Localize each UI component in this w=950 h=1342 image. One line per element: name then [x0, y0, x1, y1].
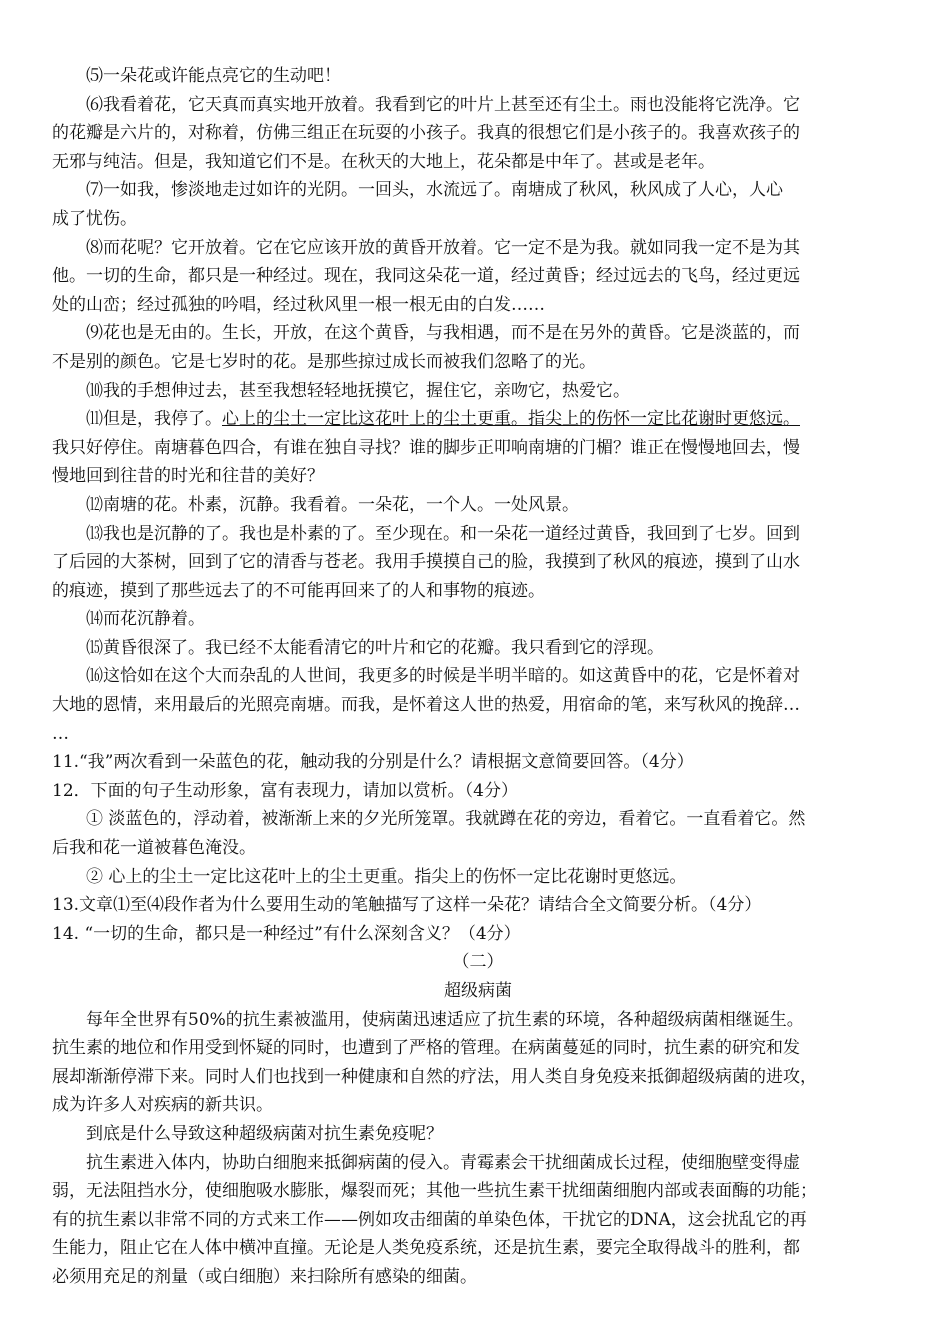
text-line: 成了忧伤。: [52, 208, 137, 229]
text-line: ⒀我也是沉静的了。我也是朴素的了。至少现在。和一朵花一道经过黄昏，我回到了七岁。回到: [86, 523, 800, 544]
text-line: 超级病菌: [444, 981, 512, 1001]
underlined-sentence: 心上的尘土一定比这花叶上的尘土更重。指尖上的伤怀一定比花谢时更悠远。: [222, 409, 800, 430]
text-line: ⑼花也是无由的。生长，开放，在这个黄昏，与我相遇，而不是在另外的黄昏。它是淡蓝的，而: [86, 323, 800, 344]
text-line: 到底是什么导致这种超级病菌对抗生素免疫呢？: [86, 1123, 443, 1144]
text-line: 弱，无法阻挡水分，使细胞吸水膨胀，爆裂而死；其他一些抗生素干扰细菌细胞内部或表面酶的功能；: [52, 1181, 817, 1202]
text-line: 抗生素进入体内，协助白细胞来抵御病菌的侵入。青霉素会干扰细菌成长过程，使细胞壁变得虚: [86, 1152, 800, 1173]
text-line: 13.文章⑴至⑷段作者为什么要用生动的笔触描写了这样一朵花？请结合全文简要分析。（4分）: [52, 895, 762, 916]
text-line: （二）: [452, 952, 504, 973]
text-line: 每年全世界有50%的抗生素被滥用，使病菌迅速适应了抗生素的环境，各种超级病菌相继诞生。: [86, 1009, 804, 1030]
text-line: ⑹我看着花，它天真而真实地开放着。我看到它的叶片上甚至还有尘土。雨也没能将它洗净。它: [86, 94, 800, 115]
document-page: [52, 62, 904, 1292]
text-line: 必须用充足的剂量（或白细胞）来扫除所有感染的细菌。: [52, 1266, 477, 1287]
text-line: 了后园的大茶树，回到了它的清香与苍老。我用手摸摸自己的脸，我摸到了秋风的痕迹，摸到了山水: [52, 552, 800, 573]
text-line: 大地的恩情，来用最后的光照亮南塘。而我，是怀着这人世的热爱，用宿命的笔，来写秋风的挽辞…: [52, 695, 800, 716]
text-line: [52, 405, 904, 434]
text-line: 11.“我”两次看到一朵蓝色的花，触动我的分别是什么？请根据文意简要回答。（4分）: [52, 752, 694, 773]
text-line: 慢地回到往昔的时光和往昔的美好？: [52, 466, 324, 487]
text-line: 14. “一切的生命，都只是一种经过”有什么深刻含义？（4分）: [52, 923, 521, 944]
text-line: ① 淡蓝色的，浮动着，被渐渐上来的夕光所笼罩。我就蹲在花的旁边，看着它。一直看着它。然: [86, 809, 806, 830]
text-line: 我只好停住。南塘暮色四合，有谁在独自寻找？谁的脚步正叩响南塘的门楣？谁正在慢慢地回去，慢: [52, 437, 800, 458]
text-line: 他。一切的生命，都只是一种经过。现在，我同这朵花一道，经过黄昏；经过远去的飞鸟，经过更远: [52, 266, 800, 287]
text-line: ⒁而花沉静着。: [86, 609, 205, 630]
text-line: ⑻而花呢？它开放着。它在它应该开放的黄昏开放着。它一定不是为我。就如同我一定不是为其: [86, 237, 800, 258]
text-line: ⑿南塘的花。朴素，沉静。我看着。一朵花，一个人。一处风景。: [86, 494, 579, 515]
text-line: 生能力，阻止它在人体中横冲直撞。无论是人类免疫系统，还是抗生素，要完全取得战斗的胜利，都: [52, 1238, 800, 1259]
text-line: …: [52, 723, 69, 744]
text-line: 展却渐渐停滞下来。同时人们也找到一种健康和自然的疗法，用人类自身免疫来抵御超级病菌的进攻，: [52, 1066, 817, 1087]
text-line: 抗生素的地位和作用受到怀疑的同时，也遭到了严格的管理。在病菌蔓延的同时，抗生素的研究和发: [52, 1038, 800, 1059]
text-line: 的痕迹，摸到了那些远去了的不可能再回来了的人和事物的痕迹。: [52, 580, 545, 601]
text-line: ⑸一朵花或许能点亮它的生动吧！: [86, 66, 341, 86]
text-line: ⑽我的手想伸过去，甚至我想轻轻地抚摸它，握住它，亲吻它，热爱它。: [86, 380, 630, 401]
text-line: ⑺一如我，惨淡地走过如许的光阴。一回头，水流远了。南塘成了秋风，秋风成了人心，人心: [86, 180, 783, 201]
text-line: ⒂黄昏很深了。我已经不太能看清它的叶片和它的花瓣。我只看到它的浮现。: [86, 637, 664, 658]
text-line: 的花瓣是六片的，对称着，仿佛三组正在玩耍的小孩子。我真的很想它们是小孩子的。我喜欢孩子的: [52, 123, 800, 144]
text-line: 处的山峦；经过孤独的吟唱，经过秋风里一根一根无由的白发……: [52, 294, 545, 315]
text-line: ⒃这恰如在这个大而杂乱的人世间，我更多的时候是半明半暗的。如这黄昏中的花，它是怀着对: [86, 666, 800, 687]
text-line: 成为许多人对疾病的新共识。: [52, 1095, 273, 1116]
text-line: 有的抗生素以非常不同的方式来工作——例如攻击细菌的单染色体，干扰它的DNA，这会扰乱它的再: [52, 1209, 807, 1230]
text-segment: ⑾但是，我停了。: [86, 409, 222, 430]
text-line: 后我和花一道被暮色淹没。: [52, 838, 256, 859]
text-line: 不是别的颜色。它是七岁时的花。是那些掠过成长而被我们忽略了的光。: [52, 351, 596, 372]
text-line: ② 心上的尘土一定比这花叶上的尘土更重。指尖上的伤怀一定比花谢时更悠远。: [86, 866, 687, 887]
text-line: 12．下面的句子生动形象，富有表现力，请加以赏析。（4分）: [52, 780, 518, 801]
text-line: 无邪与纯洁。但是，我知道它们不是。在秋天的大地上，花朵都是中年了。甚或是老年。: [52, 151, 715, 172]
